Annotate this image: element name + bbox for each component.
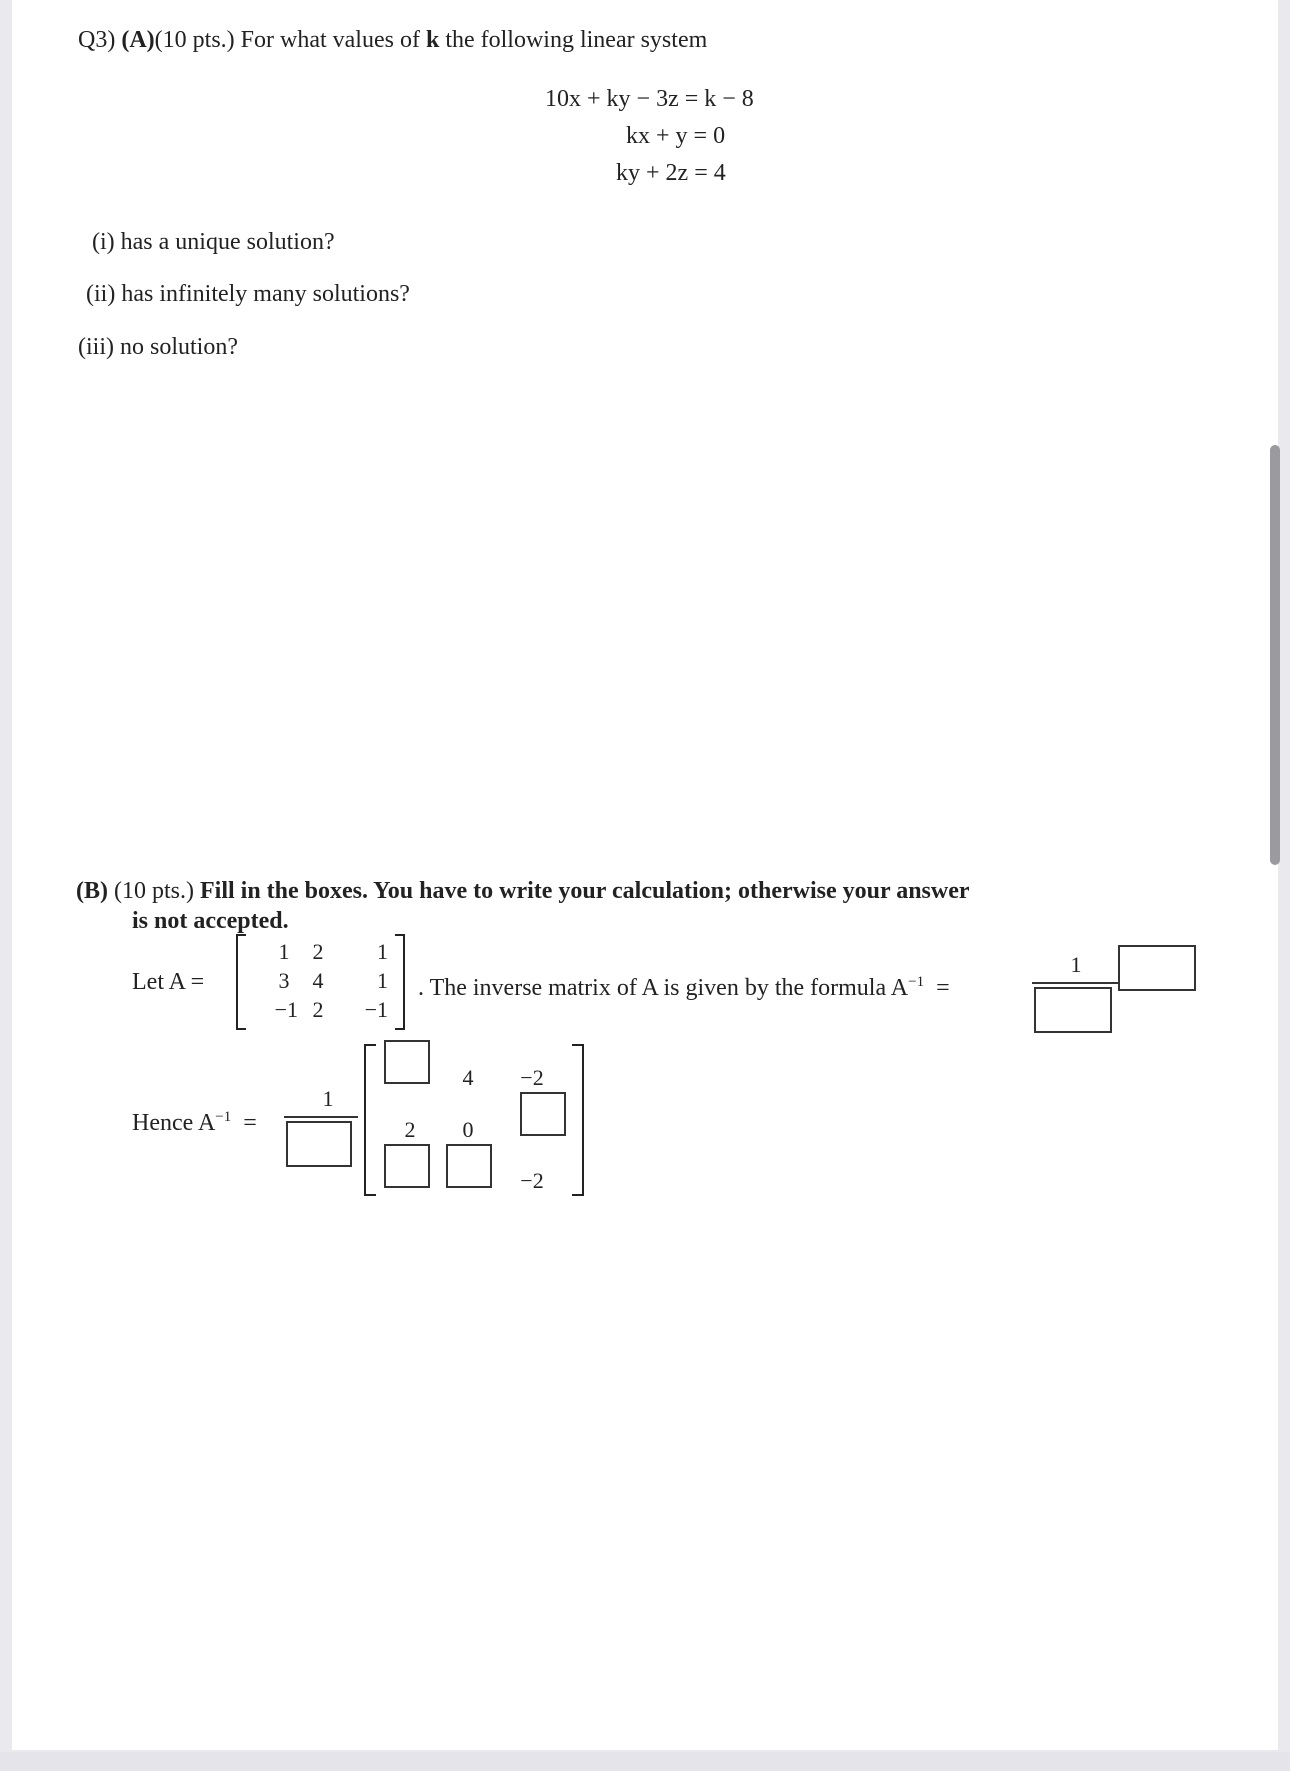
bottom-strip [0, 1752, 1290, 1771]
part-b-label: (B) [76, 878, 108, 904]
formula-equals: = [936, 975, 950, 1001]
part-a-prompt-var: k [425, 27, 440, 53]
formula-numerator: 1 [1070, 952, 1082, 977]
matrix-a-right-bracket [395, 934, 405, 1030]
hence-label [132, 1103, 257, 1137]
inverse-r2c1: 2 [404, 1117, 416, 1142]
item-ii [86, 280, 410, 308]
formula-text: . The inverse matrix of A is given by the formula A [418, 975, 909, 1001]
matrix-a-cell: 4 [312, 968, 324, 993]
vertical-scrollbar[interactable] [1270, 445, 1280, 865]
inverse-r1c3: −2 [520, 1065, 544, 1090]
item-iii-num: (iii) [78, 334, 114, 360]
formula-fraction-line [1032, 982, 1120, 984]
item-i [92, 228, 335, 256]
inverse-r2c3-box[interactable] [520, 1092, 566, 1136]
part-a-label: (A) [121, 27, 155, 53]
equation-2: kx + y = 0 [626, 123, 726, 149]
inverse-r3c3: −2 [520, 1168, 544, 1193]
hence-inverse-sup: −1 [215, 1109, 232, 1125]
hence-text: Hence A [132, 1110, 216, 1136]
matrix-a-cell: 2 [312, 939, 324, 964]
matrix-a-cell: 3 [278, 968, 290, 993]
inverse-r3c2-box[interactable] [446, 1144, 492, 1188]
matrix-a-cell: −1 [274, 997, 298, 1022]
part-b-instruction-1: Fill in the boxes. You have to write your calculation; otherwise your answer [200, 878, 970, 904]
item-i-num: (i) [92, 229, 115, 255]
inverse-r2c2: 0 [462, 1117, 474, 1142]
part-b-points: (10 pts.) [114, 878, 194, 904]
adjugate-answer-box[interactable] [1118, 945, 1196, 991]
document-page [12, 0, 1278, 1750]
equation-3: ky + 2z = 4 [616, 160, 726, 186]
part-a-points: (10 pts.) [154, 27, 235, 53]
inverse-r1c1-box[interactable] [384, 1040, 430, 1084]
determinant-answer-box[interactable] [1034, 987, 1112, 1033]
inverse-r3c1-box[interactable] [384, 1144, 430, 1188]
inverse-right-bracket [572, 1044, 584, 1196]
hence-fraction-line [284, 1116, 358, 1118]
part-a-prompt-pre: For what values of [240, 27, 420, 53]
inverse-formula-text [418, 968, 950, 1002]
item-i-text: has a unique solution? [120, 229, 335, 255]
hence-determinant-box[interactable] [286, 1121, 352, 1167]
matrix-a-left-bracket [236, 934, 246, 1030]
item-iii [78, 333, 238, 361]
part-b-instruction-2: is not accepted. [132, 908, 289, 934]
hence-numerator: 1 [322, 1086, 334, 1111]
matrix-a-cell: −1 [364, 997, 388, 1022]
item-ii-num: (ii) [86, 281, 116, 307]
question-label: Q3) [78, 27, 116, 53]
formula-inverse-sup: −1 [908, 974, 925, 990]
hence-equals: = [243, 1110, 257, 1136]
matrix-a-cell: 1 [377, 939, 388, 964]
question-heading [78, 26, 707, 54]
matrix-a-cell: 1 [278, 939, 290, 964]
equation-1: 10x + ky − 3z = k − 8 [545, 86, 754, 112]
inverse-left-bracket [364, 1044, 376, 1196]
item-ii-text: has infinitely many solutions? [121, 281, 410, 307]
part-b-heading [76, 877, 970, 905]
part-a-prompt-post: the following linear system [445, 27, 708, 53]
matrix-a-cell: 1 [377, 968, 388, 993]
matrix-a-cell: 2 [312, 997, 324, 1022]
inverse-r1c2: 4 [462, 1065, 474, 1090]
let-a-label: Let A = [132, 969, 205, 995]
item-iii-text: no solution? [120, 334, 238, 360]
